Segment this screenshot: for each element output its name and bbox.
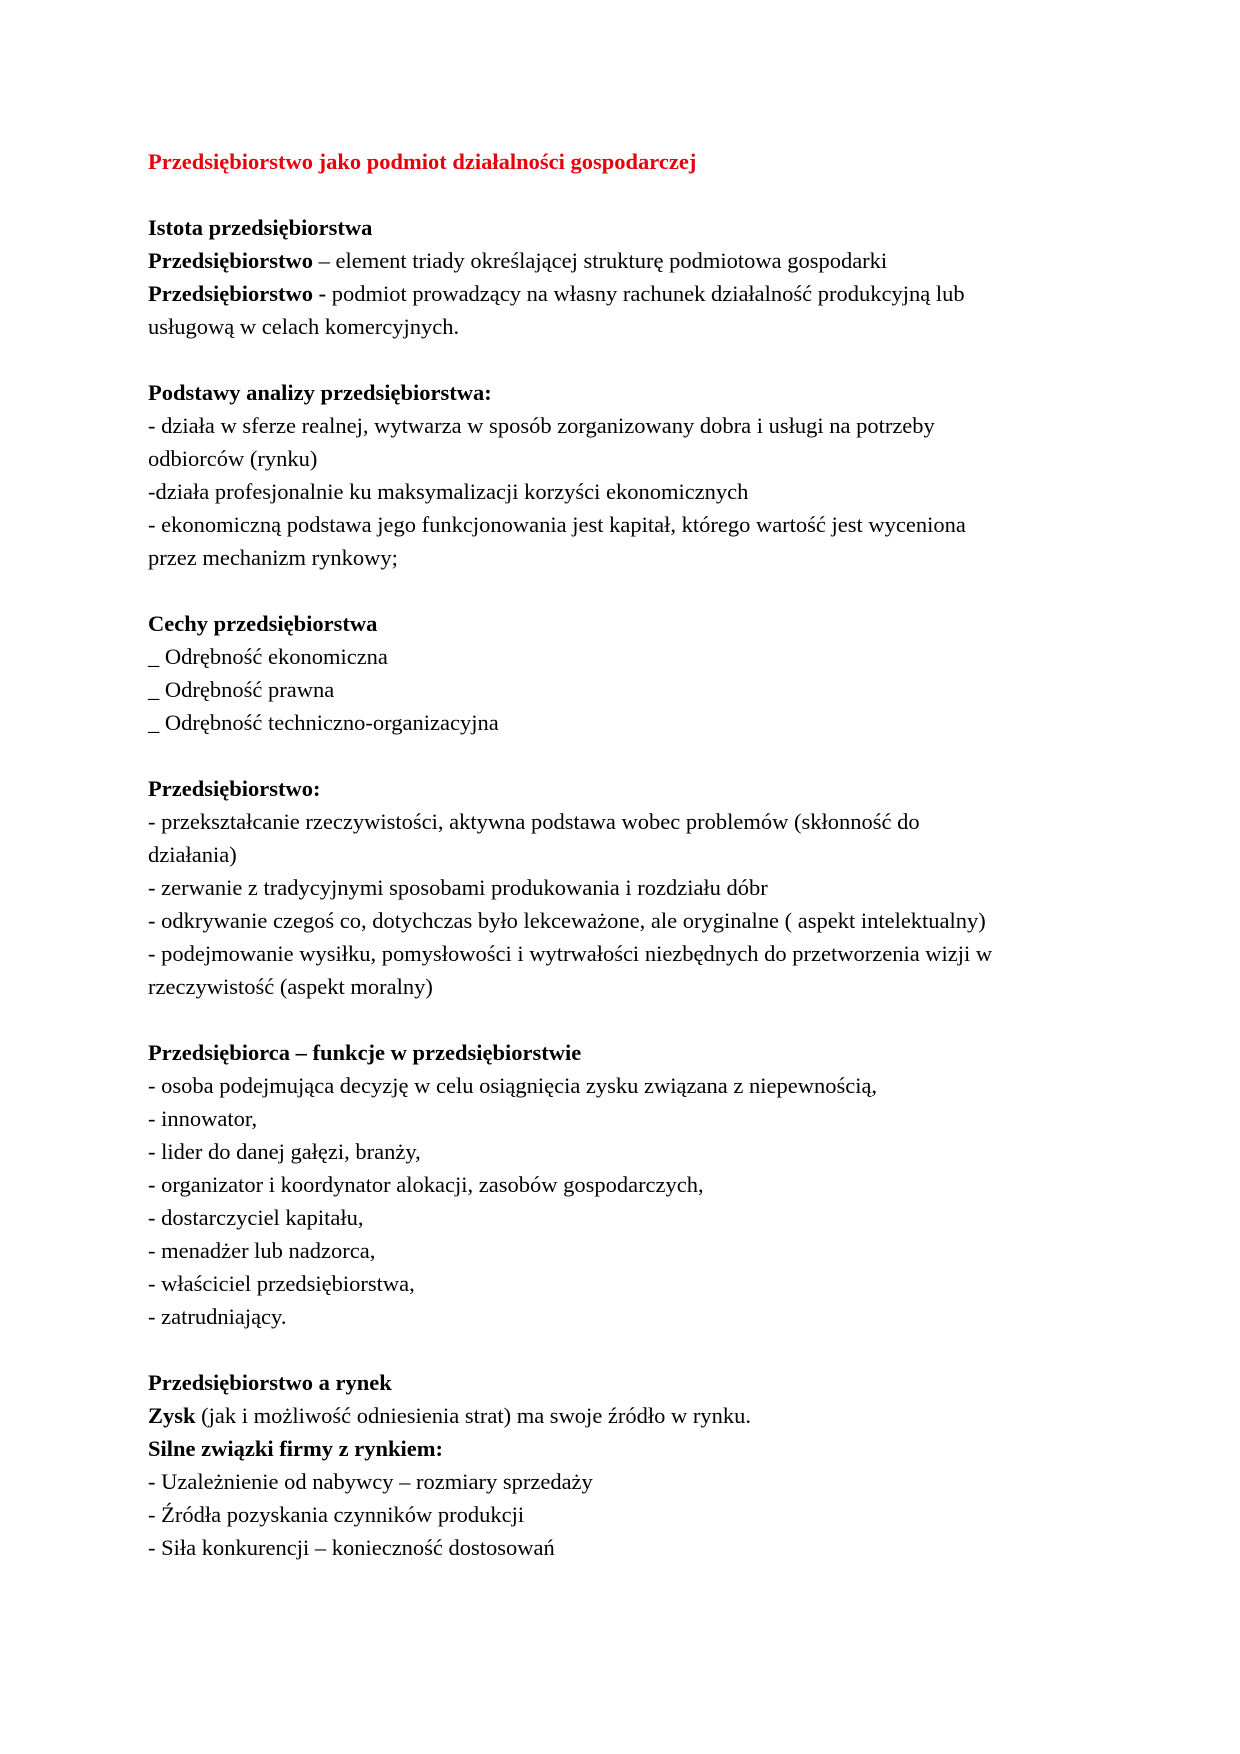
document-title: Przedsiębiorstwo jako podmiot działalności gospodarczej [148,149,697,174]
list-item: - przekształcanie rzeczywistości, aktywna podstawa wobec problemów (skłonność do [148,809,920,834]
list-item: - Siła konkurencji – konieczność dostosowań [148,1535,555,1560]
list-item: - dostarczyciel kapitału, [148,1205,364,1230]
list-item: - lider do danej gałęzi, branży, [148,1139,421,1164]
list-item: - innowator, [148,1106,258,1131]
section-cechy [148,607,1108,739]
zysk-text: (jak i możliwość odniesienia strat) ma swoje źródło w rynku. [195,1403,752,1428]
definition-text: – element triady określającej strukturę podmiotowa gospodarki [312,248,888,273]
list-item: - właściciel przedsiębiorstwa, [148,1271,415,1296]
list-item: _ Odrębność prawna [148,677,335,702]
section-heading-cechy: Cechy przedsiębiorstwa [148,611,378,636]
section-heading-istota: Istota przedsiębiorstwa [148,215,373,240]
definition-text: podmiot prowadzący na własny rachunek działalność produkcyjną lub [326,281,965,306]
zysk-line [148,1399,1108,1432]
section-przedsiebiorca [148,1036,1108,1333]
list-item: - zatrudniający. [148,1304,287,1329]
list-item: _ Odrębność techniczno-organizacyjna [148,710,499,735]
list-item: - osoba podejmująca decyzję w celu osiągnięcia zysku związana z niepewnością, [148,1073,878,1098]
definition-term: Przedsiębiorstwo [148,248,313,273]
list-item: - odkrywanie czegoś co, dotychczas było lekceważone, ale oryginalne ( aspekt intelektualny) [148,908,986,933]
section-istota [148,211,1108,343]
list-item: rzeczywistość (aspekt moralny) [148,974,433,999]
section-rynek [148,1366,1108,1564]
spacer [148,1003,1108,1036]
list-item: przez mechanizm rynkowy; [148,545,398,570]
spacer [148,178,1108,211]
list-item: - zerwanie z tradycyjnymi sposobami produkowania i rozdziału dóbr [148,875,768,900]
list-item: - podejmowanie wysiłku, pomysłowości i wytrwałości niezbędnych do przetworzenia wizji w [148,941,993,966]
list-item: - Źródła pozyskania czynników produkcji [148,1502,525,1527]
list-item: działania) [148,842,237,867]
definition-2-continued: usługową w celach komercyjnych. [148,314,460,339]
definition-2 [148,277,1108,310]
definition-term: Przedsiębiorstwo - [148,281,327,306]
document-page [148,145,1108,1564]
list-item: _ Odrębność ekonomiczna [148,644,388,669]
section-heading-rynek: Przedsiębiorstwo a rynek [148,1370,392,1395]
section-heading-przedsiebiorca: Przedsiębiorca – funkcje w przedsiębiorstwie [148,1040,582,1065]
list-item: - Uzależnienie od nabywcy – rozmiary sprzedaży [148,1469,593,1494]
list-item: -działa profesjonalnie ku maksymalizacji korzyści ekonomicznych [148,479,749,504]
section-heading-podstawy: Podstawy analizy przedsiębiorstwa: [148,380,492,405]
spacer [148,574,1108,607]
list-item: - menadżer lub nadzorca, [148,1238,376,1263]
section-heading-przedsiebiorstwo: Przedsiębiorstwo: [148,776,321,801]
list-item: - działa w sferze realnej, wytwarza w sposób zorganizowany dobra i usługi na potrzeby [148,413,935,438]
spacer [148,343,1108,376]
zysk-term: Zysk [148,1403,196,1428]
section-podstawy [148,376,1108,574]
spacer [148,1333,1108,1366]
list-item: - organizator i koordynator alokacji, zasobów gospodarczych, [148,1172,704,1197]
spacer [148,739,1108,772]
list-item: odbiorców (rynku) [148,446,318,471]
list-item: - ekonomiczną podstawa jego funkcjonowania jest kapitał, którego wartość jest wyceniona [148,512,966,537]
subheading-zwiazki: Silne związki firmy z rynkiem: [148,1436,443,1461]
section-przedsiebiorstwo [148,772,1108,1003]
definition-1 [148,244,1108,277]
